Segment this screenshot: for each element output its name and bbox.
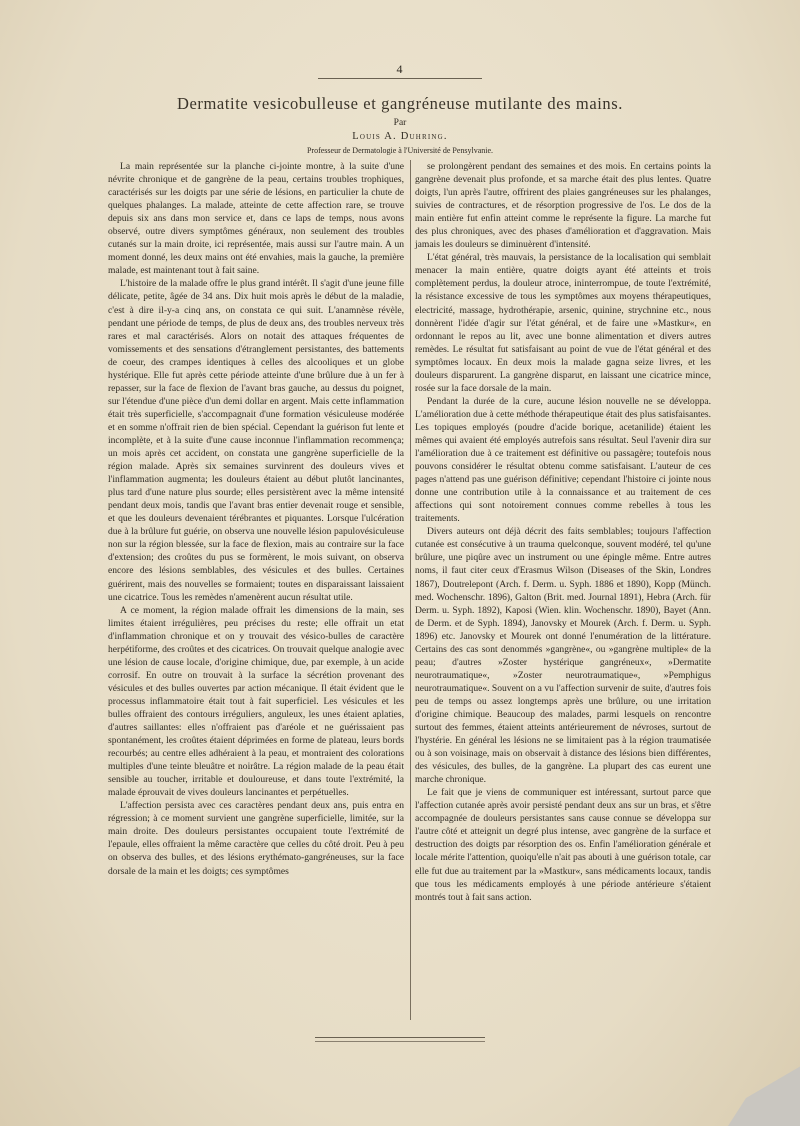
paragraph: Le fait que je viens de communiquer est intéressant, surtout parce que l'affection cutanée après avoir persisté pendant deux ans sur un bras, et s'être accompagnée de douleurs persistantes sans cause connue se développa sur l'autre côté et atteignit un degré plus intense, avec gangrène de la surface et destruction des doigts par résorption des os. Enfin l'amélioration générale et locale mérite l'attention, quoiqu'elle n'ait pas abouti à une guérison totale, car elle fut due au traitement par la »Mastkur«, sans médicaments locaux, tandis que tous les médicaments employés à une période antérieure s'étaient montrés tout à fait sans action.	[415, 787, 711, 903]
author-name: Louis A. Duhring.	[352, 131, 448, 142]
paragraph: L'histoire de la malade offre le plus grand intérêt. Il s'agit d'une jeune fille délicate, petite, âgée de 34 ans. Dix huit mois après le début de la maladie, c'est à dire il-y-a cinq ans, on constata ce qui suit. L'anamnèse révèle, pendant une période de temps, de plus de deux ans, des troubles nerveux très rares et mal caractérisés. Alors on notait des attaques fréquentes de vomissements et des sensations d'étranglement persistantes, des battements de coeur, des crampes identiques à celles des alcooliques et un globe hystérique. Elle fut après cette période atteinte d'une brûlure due à un fer à repasser, sur la face de flexion de l'avant bras gauche, au dessus du poignet, sur l'étendue d'une pièce d'un demi dollar en argent. Mais cette inflammation était très superficielle, s'accompagnait d'une formation vésiculeuse modérée et en somme n'offrait rien de bien spécial. Cependant la guérison fut lente et incomplète, et à la suite d'une cause inconnue l'inflammation recommença; un mois après cet accident, on constata une gangrène superficielle de la région malade. Après six semaines survinrent des douleurs vives et l'inflammation augmenta; les douleurs étaient au début plutôt lancinantes, plus tard d'une nature plus sourde; elles persistèrent avec la même intensité pendant deux mois, tandis que l'avant bras entier devenait rouge et sensible, et que les douleurs devenaient térébrantes et piquantes. Lorsque l'ulcération due à la brûlure fut guérie, on observa une nouvelle lésion papulovésiculeuse non sur la région blessée, sur la face de flexion, mais au contraire sur la face d'extension; des croûtes du pus se formèrent, le mois suivant, on observa encore des lésions semblables, des vésicules et des bulles. Certaines guérirent, mais des nouvelles se formaient; toutes en disparaissant laissaient une cicatrice. Tous les remèdes n'amenèrent aucun résultat utile.	[108, 278, 404, 603]
paragraph: L'affection persista avec ces caractères pendant deux ans, puis entra en régression; à ce moment survient une gangrène superficielle, limitée, sur la main droite. Des douleurs persistantes occupaient toute l'extrémité de l'epaule, elles offraient la même caractère que celles du côté droit. Peu à peu on observa des bulles, et des lésions erythémato-gangréneuses, sur la face dorsale de la main et les doigts; ces symptômes	[108, 800, 404, 877]
article-title: Dermatite vesicobulleuse et gangréneuse mutilante des mains.	[176, 94, 624, 113]
right-column	[415, 160, 711, 904]
header-rule	[318, 78, 482, 79]
footer-rule-secondary	[315, 1041, 485, 1042]
left-column	[108, 160, 404, 878]
torn-corner	[680, 1056, 800, 1126]
byline-prefix: Par	[393, 118, 407, 128]
author-affiliation: Professeur de Dermatologie à l'Université de Pensylvanie.	[306, 146, 494, 155]
paragraph: L'état général, très mauvais, la persistance de la localisation qui semblait menacer la main entière, quatre doigts ayant été atteints et trois complètement perdus, la douleur atroce, ininterrompue, de toute l'extrémité, la résistance excessive de tous les symptômes aux moyens thérapeutiques, electricité, massage, hydrothérapie, arsenic, quinine, strychnine etc., nous donnèrent l'idée d'agir sur l'état général, et de faire une »Mastkur«, en ordonnant le repos au lit, avec une bonne alimentation et divers autres remèdes. Le résultat fut satisfaisant au point de vue de l'état général et des symptômes locaux. En deux mois la malade gagna seize livres, et les douleurs disparurent. La gangrène disparut, en laissant une cicatrice mince, rosée sur la face dorsale de la main.	[415, 252, 711, 394]
page-number: 4	[396, 62, 404, 76]
paragraph: Pendant la durée de la cure, aucune lésion nouvelle ne se développa. L'amélioration due à cette méthode thérapeutique était des plus satisfaisantes. Les topiques employés (poudre d'acide borique, acetanilide) étaient les mêmes qui avaient été employés autrefois sans résultat. Seul l'avenir dira sur l'amélioration due à ce traitement est définitive ou passagère; toutefois nous pouvons considérer le résultat obtenu comme satisfaisant. L'auteur de ces pages n'attend pas une guérison définitive; cependant l'histoire ci jointe nous donne une contribution utile à la connaissance et au traitement de ces affections qui sont notoirement connues comme rebelles à tous les traitements.	[415, 395, 711, 525]
paragraph: Divers auteurs ont déjà décrit des faits semblables; toujours l'affection cutanée est consécutive à un trauma quelconque, souvent modéré, tel qu'une brûlure, une piqûre avec un instrument ou une épingle même. Entre autres noms, il faut citer ceux d'Erasmus Wilson (Diseases of the Skin, Londres 1867), Doutrelepont (Arch. f. Derm. u. Syph. 1886 et 1890), Kopp (Münch. med. Wochenschr. 1896), Galton (Brit. med. Journal 1891), Hebra (Arch. für Derm. u. Syph. 1892), Kaposi (Wien. klin. Wochenschr. 1890), Bayet (Ann. de Derm. et de Syph. 1894), Janovsky et Mourek (Arch. f. Derm. u. Syph. 1896) etc. Janovsky et Mourek ont donné l'enumération de la littérature. Certains des cas sont denommés »gangrène«, ou »gangrène multiple« de la peau; d'autres »Zoster hystérique gangréneux«, »Dermatite neurotraumatique«, »Zoster neurotraumatique«, »Pemphigus neurotraumatique«. Souvent on a vu l'affection survenir de suite, d'autres fois peu de temps ou assez longtemps après une brûlure, ou une irritation d'origine chimique. Beaucoup des malades, parmi lesquels on rencontre surtout des femmes, étaient atteints antérieurement de névroses, surtout de l'hystérie. En général les lésions ne se limitaient pas à la région traumatisée ou à son voisinage, mais on observait à distance des lésions bien différentes, des vésicules, des bulles, de la gangrène. La plupart des cas eurent une marche chronique.	[415, 526, 711, 786]
paragraph: A ce moment, la région malade offrait les dimensions de la main, ses limites étaient irrégulières, peu précises du reste; elle offrait un etat d'inflammation chronique et on y trouvait des vésico-bulles de caractère herpétiforme, des croûtes et des cicatrices. On trouvait quelque analogie avec une lésion de cause locale, d'origine chimique, due, par exemple, à un acide corrosif. En outre on trouvait à la surface la sécrétion provenant des vésicules et des bulles ouvertes par action mécanique. Il était évident que le processus inflammatoire était tout à fait superficiel. Les vésicules et les bulles offraient des contours irréguliers, anguleux, les unes étaient aplaties, d'autres saillantes: elles n'offraient pas d'aréole et ne guérissaient pas spontanément, les croûtes étaient déprimées en forme de plateau, leurs bords recourbés; au centre elles adhéraient à la peau, et montraient des colorations multiples d'une teinte bleuâtre et noirâtre. La région malade de la peau était sensible au toucher, irritable et douloureuse, et dans toute l'extrémité, la malade éprouvait de vives douleurs lancinantes et perpétuelles.	[108, 604, 404, 799]
column-divider	[410, 160, 411, 1020]
paragraph: se prolongèrent pendant des semaines et des mois. En certains points la gangrène devenait plus profonde, et sa marche était des plus lentes. Quatre doigts, l'un après l'autre, offrirent des plaies gangréneuses sur les phalanges, suivies de contractures, et de résorption progressive de l'os. Le dos de la main entière fut enfin atteint comme le représente la figure. La marche fut des plus chroniques, avec des phases d'amélioration et d'aggravation. Mais jamais les douleurs se diminuèrent d'intensité.	[415, 161, 711, 251]
paragraph: La main représentée sur la planche ci-jointe montre, à la suite d'une névrite chronique et de gangrène de la peau, certains troubles trophiques, caractérisés sur les doigts par une série de lésions, en particulier la chute de quelques phalanges. La malade, atteinte de cette affection rare, se trouve depuis six ans dans mon service et, dans ce laps de temps, nous avons observé, outre divers symptômes généraux, non seulement des troubles cutanés sur la main droite, ici représentée, mais aussi sur l'autre main. A un moment donné, les deux mains ont été envahies, mais la gauche, la première malade, est maintenant tout à fait saine.	[108, 161, 404, 277]
footer-rule	[315, 1037, 485, 1038]
